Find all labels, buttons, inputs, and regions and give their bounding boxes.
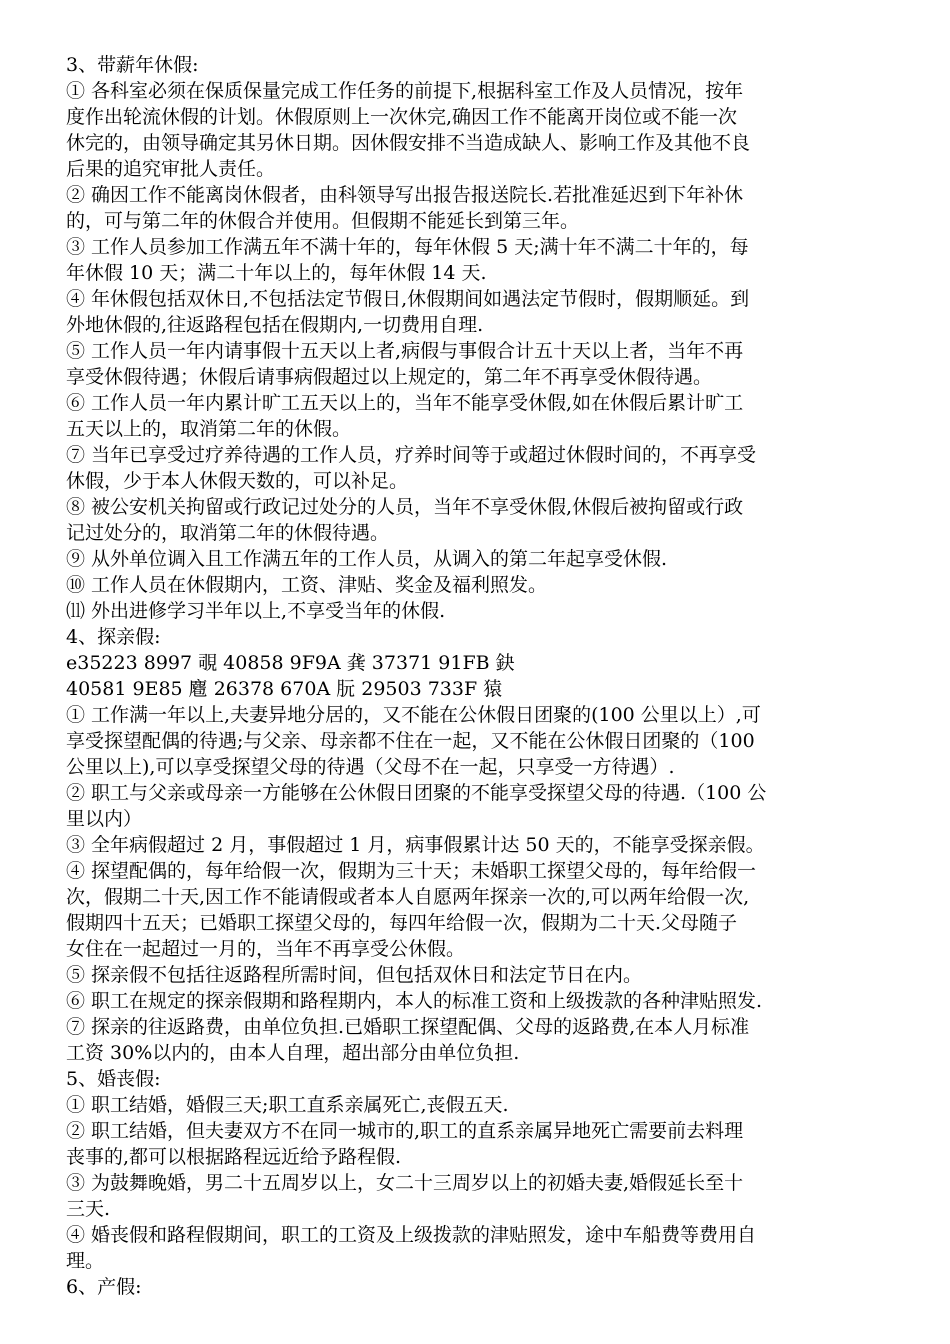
text-line: ④ 探望配偶的，每年给假一次，假期为三十天；未婚职工探望父母的，每年给假一: [66, 860, 757, 882]
text-line: 外地休假的,往返路程包括在假期内,一切费用自理.: [66, 314, 484, 336]
text-line: 后果的追究审批人责任。: [66, 158, 276, 180]
text-line: ⑤ 探亲假不包括往返路程所需时间，但包括双休日和法定节日在内。: [66, 964, 643, 986]
text-line: ⑦ 探亲的往返路费，由单位负担.已婚职工探望配偶、父母的返路费,在本人月标准: [66, 1016, 750, 1038]
text-line: ② 确因工作不能离岗休假者，由科领导写出报告报送院长.若批准延迟到下年补休: [66, 184, 744, 206]
section-heading-annual-leave: 3、带薪年休假:: [66, 54, 199, 76]
text-line: ⑤ 工作人员一年内请事假十五天以上者,病假与事假合计五十天以上者，当年不再: [66, 340, 744, 362]
text-line: 休完的，由领导确定其另休日期。因休假安排不当造成缺人、影响工作及其他不良: [66, 132, 751, 154]
text-line: 五天以上的，取消第二年的休假。: [66, 418, 352, 440]
text-line: 记过处分的，取消第二年的休假待遇。: [66, 522, 390, 544]
text-line: ② 职工与父亲或母亲一方能够在公休假日团聚的不能享受探望父母的待遇.（100 公: [66, 782, 767, 804]
text-line: ① 各科室必须在保质保量完成工作任务的前提下,根据科室工作及人员情况，按年: [66, 80, 744, 102]
text-line: ② 职工结婚，但夫妻双方不在同一城市的,职工的直系亲属异地死亡需要前去料理: [66, 1120, 744, 1142]
text-line: ④ 婚丧假和路程假期间，职工的工资及上级拨款的津贴照发，途中车船费等费用自: [66, 1224, 757, 1246]
text-line: 理。: [66, 1250, 105, 1272]
text-line: 次，假期二十天,因工作不能请假或者本人自愿两年探亲一次的,可以两年给假一次,: [66, 886, 750, 908]
text-line: ③ 工作人员参加工作满五年不满十年的，每年休假 5 天;满十年不满二十年的，每: [66, 236, 749, 258]
text-line: 女住在一起超过一月的，当年不再享受公休假。: [66, 938, 466, 960]
text-line: ③ 全年病假超过 2 月，事假超过 1 月，病事假累计达 50 天的，不能享受探亲假。: [66, 834, 765, 856]
document-page: [66, 52, 894, 1300]
text-line: ① 职工结婚，婚假三天;职工直系亲属死亡,丧假五天.: [66, 1094, 509, 1116]
text-line: 公里以上),可以享受探望父母的待遇（父母不在一起，只享受一方待遇）.: [66, 756, 675, 778]
section-heading-home-leave: 4、探亲假:: [66, 626, 161, 648]
text-line: 度作出轮流休假的计划。休假原则上一次休完,确因工作不能离开岗位或不能一次: [66, 106, 738, 128]
text-line: ⑥ 工作人员一年内累计旷工五天以上的，当年不能享受休假,如在休假后累计旷工: [66, 392, 744, 414]
text-line: ④ 年休假包括双休日,不包括法定节假日,休假期间如遇法定节假时，假期顺延。到: [66, 288, 750, 310]
text-line: 年休假 10 天；满二十年以上的，每年休假 14 天.: [66, 262, 487, 284]
text-line: ⑨ 从外单位调入且工作满五年的工作人员，从调入的第二年起享受休假.: [66, 548, 668, 570]
text-line: 三天.: [66, 1198, 111, 1220]
code-line: 40581 9E85 麅 26378 670A 朊 29503 733F 猿: [66, 678, 503, 700]
text-line: 里以内）: [66, 808, 143, 830]
text-line: ⑥ 职工在规定的探亲假期和路程期内，本人的标准工资和上级拨款的各种津贴照发.: [66, 990, 763, 1012]
text-line: 享受休假待遇；休假后请事病假超过以上规定的，第二年不再享受休假待遇。: [66, 366, 713, 388]
section-heading-marriage-funeral-leave: 5、婚丧假:: [66, 1068, 161, 1090]
text-line: ⑾ 外出进修学习半年以上,不享受当年的休假.: [66, 600, 446, 622]
text-line: 休假，少于本人休假天数的，可以补足。: [66, 470, 409, 492]
section-heading-maternity-leave: 6、产假:: [66, 1276, 142, 1298]
text-line: ③ 为鼓舞晚婚，男二十五周岁以上，女二十三周岁以上的初婚夫妻,婚假延长至十: [66, 1172, 744, 1194]
text-line: 丧事的,都可以根据路程远近给予路程假.: [66, 1146, 402, 1168]
text-line: ⑩ 工作人员在休假期内，工资、津贴、奖金及福利照发。: [66, 574, 548, 596]
text-line: 工资 30%以内的，由本人自理，超出部分由单位负担.: [66, 1042, 520, 1064]
text-line: ⑦ 当年已享受过疗养待遇的工作人员，疗养时间等于或超过休假时间的，不再享受: [66, 444, 757, 466]
text-line: 假期四十五天；已婚职工探望父母的，每四年给假一次，假期为二十天.父母随子: [66, 912, 738, 934]
text-line: ⑧ 被公安机关拘留或行政记过处分的人员，当年不享受休假,休假后被拘留或行政: [66, 496, 744, 518]
text-line: ① 工作满一年以上,夫妻异地分居的，又不能在公休假日团聚的(100 公里以上）,可: [66, 704, 761, 726]
text-line: 享受探望配偶的待遇;与父亲、母亲都不住在一起，又不能在公休假日团聚的（100: [66, 730, 755, 752]
text-line: 的，可与第二年的休假合并使用。但假期不能延长到第三年。: [66, 210, 580, 232]
code-line: e35223 8997 覗 40858 9F9A 龚 37371 91FB 鈌: [66, 652, 515, 674]
